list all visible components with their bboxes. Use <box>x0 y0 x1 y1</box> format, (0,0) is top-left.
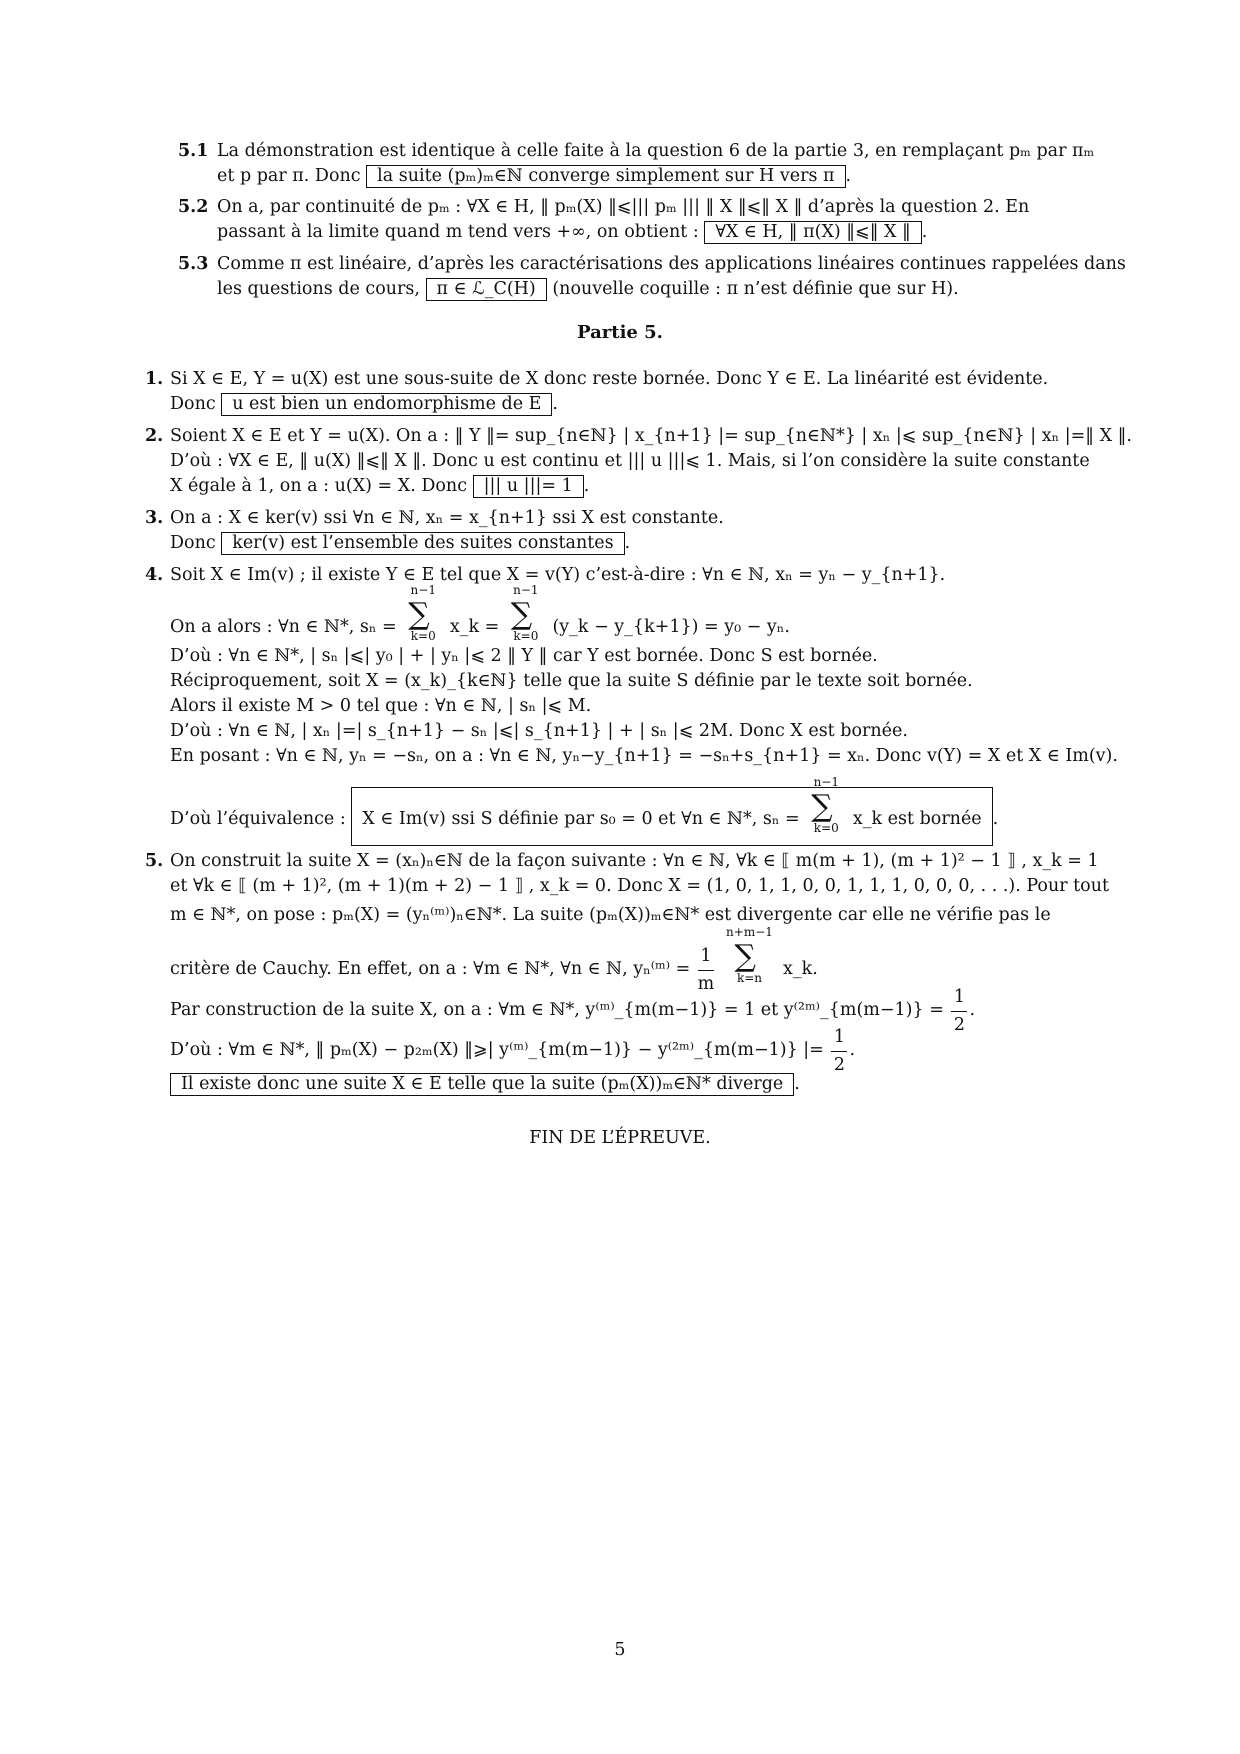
boxed-result: ∀X ∈ H, ‖ π(X) ‖⩽‖ X ‖ <box>704 221 921 244</box>
text-line: D’où : ∀n ∈ ℕ*, | sₙ |⩽| y₀ | + | yₙ |⩽ 2 ‖ Y ‖ car Y est bornée. Donc S est bornée. <box>170 646 878 666</box>
fraction-denominator: 2 <box>953 1014 966 1035</box>
sum-symbol <box>402 583 444 643</box>
text-line: D’où : ∀X ∈ E, ‖ u(X) ‖⩽‖ X ‖. Donc u est continu et ||| u |||⩽ 1. Mais, si l’on considère la suite constante <box>170 451 1090 471</box>
text-line <box>145 474 1125 499</box>
boxed-result: Il existe donc une suite X ∈ E telle que la suite (pₘ(X))ₘ∈ℕ* diverge <box>170 1073 794 1096</box>
text-fragment: X égale à 1, on a : u(X) = X. Donc <box>170 476 468 496</box>
text-fragment: . <box>849 1040 856 1060</box>
text-line <box>145 531 1125 556</box>
text-fragment: Par construction de la suite X, on a : ∀m ∈ ℕ*, y⁽ᵐ⁾_{m(m−1)} = 1 et y⁽²ᵐ⁾_{m(m−1)} = <box>170 1000 944 1020</box>
question-4 <box>145 563 1125 846</box>
fraction-numerator: 1 <box>953 986 966 1007</box>
text-line <box>145 583 1125 644</box>
item-number: 5.3 <box>178 254 209 274</box>
fraction-denominator: m <box>697 973 715 994</box>
item-5-2 <box>145 195 1125 245</box>
fraction-denominator: 2 <box>833 1054 845 1075</box>
item-number: 1. <box>145 369 164 389</box>
question-2 <box>145 424 1132 499</box>
text-fragment: D’où : ∀m ∈ ℕ*, ‖ pₘ(X) − p₂ₘ(X) ‖⩾| y⁽ᵐ⁾_{m(m−1)} − y⁽²ᵐ⁾_{m(m−1)} |= <box>170 1040 824 1060</box>
sum-upper-bound: n−1 <box>410 583 436 597</box>
sigma-glyph: ∑ <box>510 597 533 632</box>
sum-lower-bound: k=n <box>736 971 762 985</box>
sum-upper-bound: n−1 <box>513 583 539 597</box>
sum-lower-bound: k=0 <box>513 629 539 643</box>
text-line <box>145 392 1125 417</box>
boxed-result: u est bien un endomorphisme de E <box>221 393 552 416</box>
sum-symbol <box>721 925 777 985</box>
sum-upper-bound: n+m−1 <box>726 925 773 939</box>
question-1 <box>145 367 1125 417</box>
text-line: Soient X ∈ E et Y = u(X). On a : ‖ Y ‖= sup_{n∈ℕ} | x_{n+1} |= sup_{n∈ℕ*} | xₙ |⩽ sup_{n∈ℕ} | xₙ |=‖ X ‖. <box>170 426 1132 446</box>
text-line: Comme π est linéaire, d’après les caractérisations des applications linéaires continues rappelées dans <box>217 254 1126 274</box>
fraction-bar <box>951 1011 967 1012</box>
text-line: On a : X ∈ ker(v) ssi ∀n ∈ ℕ, xₙ = x_{n+1} ssi X est constante. <box>170 508 724 528</box>
item-number: 4. <box>145 565 164 585</box>
sum-symbol <box>505 583 547 643</box>
sum-lower-bound: k=0 <box>813 821 839 835</box>
question-3 <box>145 506 1125 556</box>
text-line <box>145 986 1125 1035</box>
text-fragment: les questions de cours, <box>217 279 420 299</box>
fraction <box>696 945 716 994</box>
boxed-result: ker(v) est l’ensemble des suites constantes <box>221 532 624 555</box>
text-fragment: . <box>794 1074 800 1094</box>
section-heading: Partie 5. <box>577 322 663 343</box>
text-fragment: . <box>921 222 928 242</box>
item-number: 5.1 <box>178 141 209 161</box>
fraction <box>949 986 969 1035</box>
question-5 <box>145 849 1125 1097</box>
text-line: et ∀k ∈ ⟦ (m + 1)², (m + 1)(m + 2) − 1 ⟧ , x_k = 0. Donc X = (1, 0, 1, 1, 0, 0, 1, 1, 1, 0, 0, 0, . . .). Pour tout <box>170 876 1110 896</box>
item-number: 2. <box>145 426 164 446</box>
text-fragment: . <box>969 1000 976 1020</box>
text-fragment: X ∈ Im(v) ssi S définie par s₀ = 0 et ∀n ∈ ℕ*, sₙ = <box>362 809 800 829</box>
text-fragment: x_k est bornée <box>852 809 982 829</box>
item-number: 5. <box>145 851 164 871</box>
text-line <box>145 775 1125 846</box>
text-fragment: D’où l’équivalence : <box>170 809 346 829</box>
text-line <box>145 1072 1125 1097</box>
boxed-result <box>351 775 992 846</box>
sigma-glyph: ∑ <box>734 939 756 974</box>
text-fragment: . <box>992 809 999 829</box>
boxed-result: ||| u |||= 1 <box>473 475 584 498</box>
text-fragment: (nouvelle coquille : π n’est définie que sur H). <box>552 279 959 299</box>
text-line: On construit la suite X = (xₙ)ₙ∈ℕ de la façon suivante : ∀n ∈ ℕ, ∀k ∈ ⟦ m(m + 1), (m + 1)² − 1 ⟧ , x_k = 1 <box>170 851 1099 871</box>
text-line: En posant : ∀n ∈ ℕ, yₙ = −sₙ, on a : ∀n ∈ ℕ, yₙ−y_{n+1} = −sₙ+s_{n+1} = xₙ. Donc v(Y) = X et X ∈ Im(v). <box>170 746 1118 766</box>
text-fragment: . <box>624 533 631 553</box>
sum-lower-bound: k=0 <box>410 629 436 643</box>
text-fragment: . <box>845 166 852 186</box>
text-fragment: (y_k − y_{k+1}) = y₀ − yₙ. <box>552 617 790 637</box>
text-fragment: Donc <box>170 394 216 414</box>
text-fragment: et p par π. Donc <box>217 166 361 186</box>
sum-symbol <box>805 775 847 835</box>
fraction <box>829 1026 849 1075</box>
sigma-glyph: ∑ <box>408 597 430 632</box>
end-of-exam: FIN DE L’ÉPREUVE. <box>529 1128 711 1148</box>
text-fragment: x_k = <box>449 617 500 637</box>
text-line <box>145 164 1125 189</box>
text-line: Soit X ∈ Im(v) ; il existe Y ∈ E tel que X = v(Y) c’est-à-dire : ∀n ∈ ℕ, xₙ = yₙ − y_{n+1}. <box>170 565 946 585</box>
text-line <box>145 1026 1125 1075</box>
text-line: Réciproquement, soit X = (x_k)_{k∈ℕ} telle que la suite S définie par le texte soit bornée. <box>170 671 973 691</box>
sum-upper-bound: n−1 <box>813 775 839 789</box>
item-number: 3. <box>145 508 164 528</box>
text-fragment: . <box>583 476 590 496</box>
text-line: On a, par continuité de pₘ : ∀X ∈ H, ‖ pₘ(X) ‖⩽||| pₘ ||| ‖ X ‖⩽‖ X ‖ d’après la question 2. En <box>217 197 1030 217</box>
text-fragment: On a alors : ∀n ∈ ℕ*, sₙ = <box>170 617 397 637</box>
text-line <box>145 220 1125 245</box>
text-line: Alors il existe M > 0 tel que : ∀n ∈ ℕ, | sₙ |⩽ M. <box>170 696 592 716</box>
boxed-result: la suite (pₘ)ₘ∈ℕ converge simplement sur H vers π <box>366 165 845 188</box>
text-line: Si X ∈ E, Y = u(X) est une sous-suite de X donc reste bornée. Donc Y ∈ E. La linéarité est évidente. <box>170 369 1049 389</box>
text-fragment: x_k. <box>783 959 818 979</box>
page-number: 5 <box>614 1640 626 1660</box>
fraction-bar <box>831 1051 847 1052</box>
text-fragment: passant à la limite quand m tend vers +∞, on obtient : <box>217 222 699 242</box>
text-fragment: Donc <box>170 533 216 553</box>
sigma-glyph: ∑ <box>811 789 833 824</box>
text-fragment: critère de Cauchy. En effet, on a : ∀m ∈ ℕ*, ∀n ∈ ℕ, yₙ⁽ᵐ⁾ = <box>170 959 691 979</box>
text-line: La démonstration est identique à celle faite à la question 6 de la partie 3, en remplaçant pₘ par πₘ <box>217 141 1095 161</box>
text-line <box>145 925 1125 994</box>
fraction-numerator: 1 <box>700 945 712 966</box>
item-number: 5.2 <box>178 197 209 217</box>
text-fragment: . <box>552 394 558 414</box>
item-5-1 <box>145 139 1125 189</box>
fraction-numerator: 1 <box>833 1026 845 1047</box>
text-line: m ∈ ℕ*, on pose : pₘ(X) = (yₙ⁽ᵐ⁾)ₙ∈ℕ*. La suite (pₘ(X))ₘ∈ℕ* est divergente car elle ne vérifie pas le <box>170 905 1051 925</box>
fraction-bar <box>698 970 714 971</box>
boxed-result: π ∈ ℒ_C(H) <box>426 278 547 301</box>
item-5-3 <box>145 252 1125 302</box>
text-line <box>145 277 1125 302</box>
text-line: D’où : ∀n ∈ ℕ, | xₙ |=| s_{n+1} − sₙ |⩽| s_{n+1} | + | sₙ |⩽ 2M. Donc X est bornée. <box>170 721 908 741</box>
